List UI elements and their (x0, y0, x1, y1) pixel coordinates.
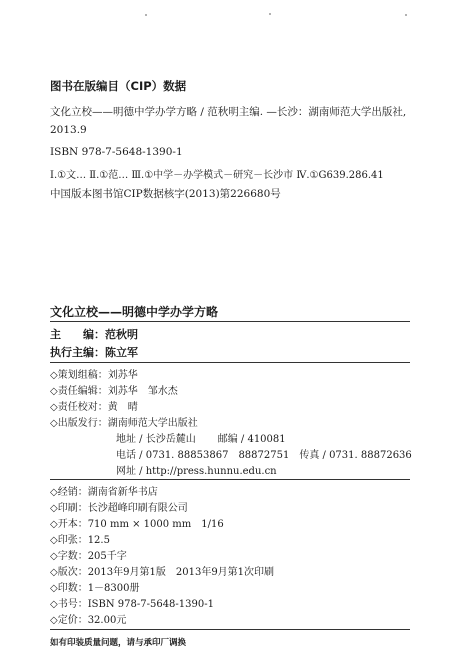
cip-date-line: 2013.9 (50, 124, 87, 136)
cip-isbn-line: ISBN 978-7-5648-1390-1 (50, 146, 183, 158)
publisher-rule (50, 479, 410, 480)
sheets-line: ◇印张：12.5 (50, 535, 110, 546)
format-line (50, 515, 224, 530)
scan-speck (269, 13, 271, 15)
print-run-line: ◇印数：1－8300册 (50, 583, 140, 594)
edition-line (50, 563, 274, 578)
editors-first: ◇责任编辑：刘苏华 (50, 386, 138, 397)
format-second: 1/16 (201, 519, 224, 530)
editor-line (50, 326, 138, 342)
distributor-line: ◇经销：湖南省新华书店 (50, 487, 158, 498)
exec-editor-line (50, 344, 138, 360)
format: ◇开本：710 mm × 1000 mm (50, 519, 192, 530)
footer-note: 如有印装质量问题，请与承印厂调换 (50, 638, 187, 648)
book-number-line: ◇书号：ISBN 978-7-5648-1390-1 (50, 599, 214, 610)
phone: 电话 / 0731. 88853867 (116, 450, 229, 461)
book-title: 文化立校——明德中学办学方略 (50, 305, 219, 319)
phone-second: 88872751 (238, 450, 290, 461)
exec-editor-label: 执行主编： (50, 346, 105, 359)
scan-speck (405, 14, 407, 16)
fax: 传真 / 0731. 88872636 (299, 450, 412, 461)
title-rule (50, 321, 410, 322)
proof-line (50, 398, 138, 413)
details-rule (50, 629, 410, 630)
address: 地址 / 长沙岳麓山 (116, 434, 196, 445)
postcode: 邮编 / 410081 (217, 434, 286, 445)
planning-line: ◇策划组稿：刘苏华 (50, 370, 138, 381)
proof-first: ◇责任校对：黄 (50, 402, 118, 413)
editor-name: 范秋明 (105, 328, 138, 341)
website-line: 网址 / http://press.hunnu.edu.cn (116, 466, 277, 477)
cip-classification-line: Ⅰ.①文… Ⅱ.①范… Ⅲ.①中学－办学模式－研究－长沙市 Ⅳ.①G639.286.41 (50, 170, 384, 181)
editors-line (50, 382, 178, 397)
publisher-line: ◇出版发行：湖南师范大学出版社 (50, 418, 198, 429)
editors-rule (50, 362, 410, 363)
printer-line: ◇印刷：长沙超峰印刷有限公司 (50, 503, 188, 514)
printing: 2013年9月第1次印刷 (175, 567, 275, 578)
cip-heading: 图书在版编目（CIP）数据 (50, 79, 187, 93)
words-line: ◇字数：205千字 (50, 551, 127, 562)
price-line: ◇定价：32.00元 (50, 615, 127, 626)
edition: ◇版次：2013年9月第1版 (50, 567, 166, 578)
proof-second: 晴 (127, 402, 138, 413)
phone-line (116, 446, 412, 461)
cip-title-line: 文化立校——明德中学办学方略 / 范秋明主编. —长沙：湖南师范大学出版社, (50, 106, 407, 118)
address-line (116, 430, 286, 445)
editors-second: 邹水杰 (147, 386, 178, 397)
editor-label: 主 编： (50, 328, 105, 341)
exec-editor-name: 陈立军 (105, 346, 138, 359)
scan-speck (145, 14, 147, 16)
cip-record-line: 中国版本图书馆CIP数据核字(2013)第226680号 (50, 188, 281, 200)
